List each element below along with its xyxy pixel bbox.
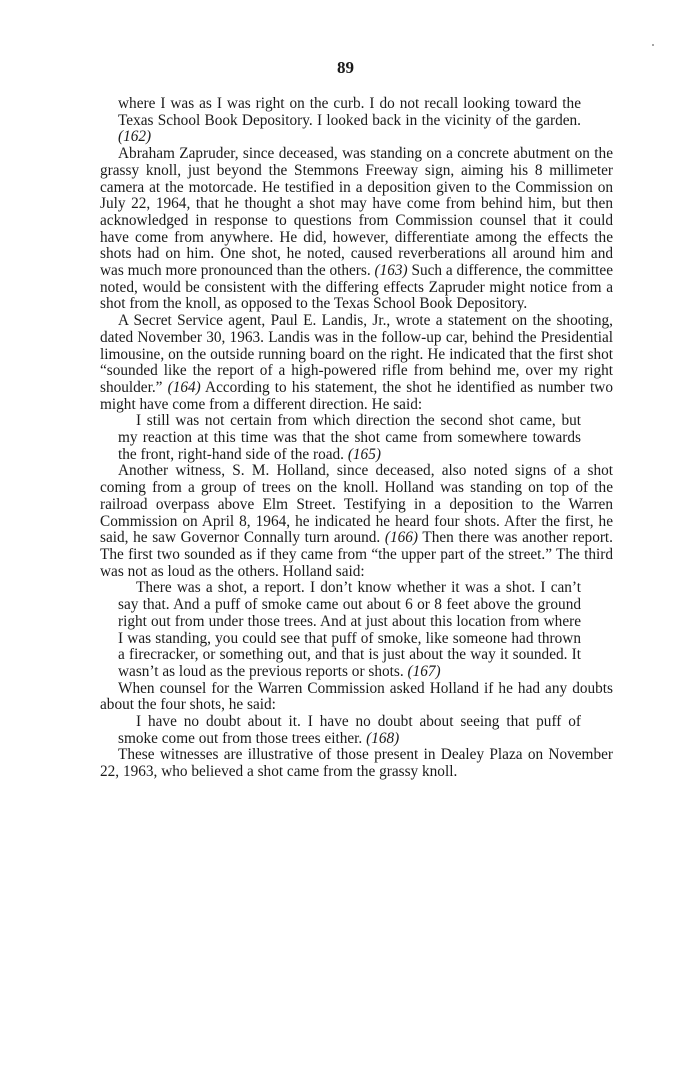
text-run: Abraham Zapruder, since deceased, was standing on a concrete abutment on the grassy knoll, just beyond the Stemmons Freeway sign, aiming his 8 millimeter camera at the motorcade. He testified in a deposition given to the Commission on July 22, 1964, that he thought a shot may have come from behind him, but then acknowledged in response to questions from Commission counsel that it could have come from anywhere. He did, however, differentiate among the effects the shots had on him. One shot, he noted, caused reverberations all around him and was much more pronounced than the others. (100, 145, 613, 280)
citation-reference: (162) (118, 128, 152, 146)
body-paragraph (100, 313, 613, 413)
citation-reference: (164) (167, 378, 201, 396)
text-run: Another witness, S. M. Holland, since deceased, also noted signs of a shot coming from a group of trees on the knoll. Holland was standing on top of the railroad overpass above Elm Street. Testifying in a deposition to the Warren Commission on April 8, 1964, he indicated he heard four shots. After the first, he said, he saw Governor Connally turn around. (100, 462, 613, 547)
quotation-text (118, 714, 581, 747)
text-run: where I was as I was right on the curb. I do not recall looking toward the Texas School Book Depository. I looked back in the vicinity of the garden. (118, 95, 581, 129)
text-run: When counsel for the Warren Commission asked Holland if he had any doubts about the four shots, he said: (100, 679, 613, 714)
text-run: A Secret Service agent, Paul E. Landis, Jr., wrote a statement on the shooting, dated November 30, 1963. Landis was in the follow-up car, behind the Presidential limousine, on the outside running board on the right. He indicated that the first shot “sounded like the report of a high-powered rifle from behind me, over my right shoulder.” (100, 312, 613, 396)
body-paragraph (100, 146, 613, 313)
text-run: I still was not certain from which direction the second shot came, but my reaction at this time was that the shot came from somewhere towards the front, right-hand side of the road. (118, 412, 581, 463)
citation-reference: (163) (374, 262, 408, 280)
citation-reference: (165) (347, 445, 381, 463)
text-run: Then there was another report. The first two sounded as if they came from “the upper part of the street.” The third was not as loud as the others. Holland said: (100, 529, 614, 580)
citation-reference: (168) (366, 729, 400, 747)
quotation-text (118, 413, 581, 463)
quotation-text (118, 96, 581, 146)
page-body (100, 92, 613, 781)
body-paragraph (100, 681, 613, 714)
citation-reference: (167) (407, 662, 441, 680)
body-paragraph (100, 463, 613, 580)
page-number: 89 (337, 58, 354, 77)
quotation-block (118, 714, 581, 747)
text-run: I have no doubt about it. I have no doubt about seeing that puff of smoke come out from those trees either. (118, 713, 581, 747)
text-run: These witnesses are illustrative of those present in Dealey Plaza on November 22, 1963, who believed a shot came from the grassy knoll. (100, 746, 613, 781)
quotation-block (118, 413, 581, 463)
text-run: According to his statement, the shot he identified as number two might have come from a different direction. He said: (100, 378, 613, 413)
citation-reference: (166) (384, 529, 419, 547)
quotation-block (118, 580, 581, 680)
text-run: There was a shot, a report. I don’t know whether it was a shot. I can’t say that. And a puff of smoke came out about 6 or 8 feet above the ground right out from under those trees. And at just about this location from where I was standing, you could see that puff of smoke, like someone had thrown a firecracker, or something out, and that is just about the way it sounded. It wasn’t as loud as the previous reports or shots. (118, 579, 581, 680)
body-paragraph (100, 747, 613, 780)
text-run: Such a difference, the committee noted, would be consistent with the differing effects Zapruder might notice from a shot from the knoll, as opposed to the Texas School Book Depository. (100, 262, 613, 313)
quotation-text (118, 580, 581, 680)
scan-speck (652, 44, 654, 46)
quotation-block (118, 96, 581, 146)
